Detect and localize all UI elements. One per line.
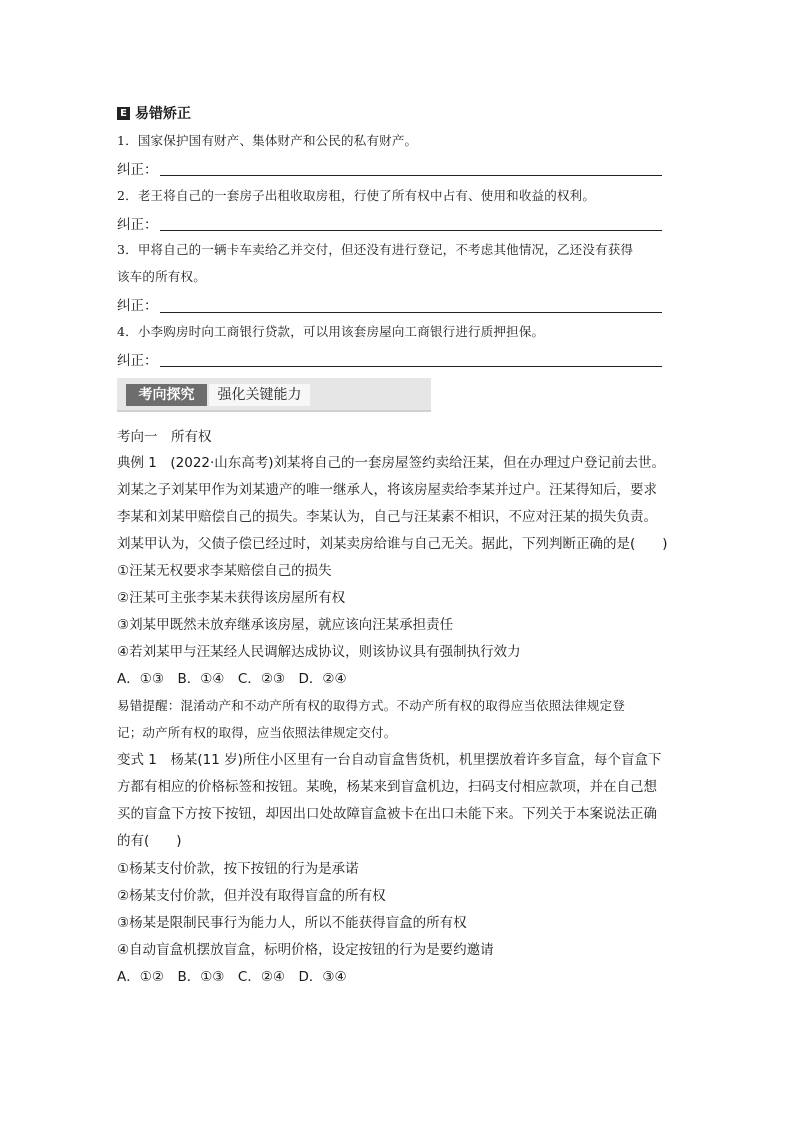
correction-label-2: 纠正： [117, 217, 158, 233]
correction-item-3-cont: 该车的所有权。 [117, 269, 206, 284]
error-correction-icon: E [117, 107, 130, 120]
topic-heading: 考向一 所有权 [117, 429, 212, 445]
error-tip-line-1: 易错提醒：混淆动产和不动产所有权的取得方式。不动产所有权的取得应当依照法律规定登 [117, 698, 626, 713]
correction-item-2: 2．老王将自己的一套房子出租收取房租，行使了所有权中占有、使用和收益的权利。 [117, 188, 596, 203]
example-line-3: 李某和刘某甲赔偿自己的损失。李某认为，自己与汪某素不相识，不应对汪某的损失负责。 [117, 509, 657, 525]
variant-option-4: ④自动盲盒机摆放盲盒，标明价格，设定按钮的行为是要约邀请 [117, 942, 494, 958]
variant-line-2: 方都有相应的价格标签和按钮。某晚，杨某来到盲盒机边，扫码支付相应款项，并在自己想 [117, 779, 657, 795]
example-option-4: ④若刘某甲与汪某经人民调解达成协议，则该协议具有强制执行效力 [117, 644, 521, 660]
example-answers: A．①③ B．①④ C．②③ D．②④ [117, 671, 347, 687]
correction-label-4: 纠正： [117, 353, 158, 369]
variant-option-3: ③杨某是限制民事行为能力人，所以不能获得盲盒的所有权 [117, 915, 467, 931]
example-line-2: 刘某之子刘某甲作为刘某遗产的唯一继承人，将该房屋卖给李某并过户。汪某得知后，要求 [117, 482, 657, 498]
banner-secondary: 强化关键能力 [209, 384, 310, 406]
variant-answers: A．①② B．①③ C．②④ D．③④ [117, 969, 347, 985]
example-line-4: 刘某甲认为，父债子偿已经过时，刘某卖房给谁与自己无关。据此，下列判断正确的是( ) [117, 536, 668, 552]
correction-item-4: 4．小李购房时向工商银行贷款，可以用该套房屋向工商银行进行质押担保。 [117, 324, 545, 339]
variant-line-4: 的有( ) [117, 833, 182, 849]
example-line-1: 典例 1 (2022·山东高考)刘某将自己的一套房屋签约卖给汪某，但在办理过户登记前去世。 [117, 455, 666, 471]
banner-shadow [117, 410, 431, 412]
variant-line-1: 变式 1 杨某(11 岁)所住小区里有一台自动盲盒售货机，机里摆放着许多盲盒，每个盲盒下 [117, 752, 662, 768]
correction-label-3: 纠正： [117, 298, 158, 314]
variant-option-1: ①杨某支付价款，按下按钮的行为是承诺 [117, 861, 359, 877]
example-option-3: ③刘某甲既然未放弃继承该房屋，就应该向汪某承担责任 [117, 617, 454, 633]
variant-line-3: 买的盲盒下方按下按钮，却因出口处故障盲盒被卡在出口未能下来。下列关于本案说法正确 [117, 806, 657, 822]
correction-label-1: 纠正： [117, 162, 158, 178]
answer-line-1 [160, 175, 662, 176]
correction-item-1: 1．国家保护国有财产、集体财产和公民的私有财产。 [117, 133, 418, 148]
banner-primary: 考向探究 [126, 384, 207, 406]
answer-line-4 [160, 366, 662, 367]
example-option-2: ②汪某可主张李某未获得该房屋所有权 [117, 590, 346, 606]
answer-line-3 [160, 312, 662, 313]
correction-item-3: 3．甲将自己的一辆卡车卖给乙并交付，但还没有进行登记，不考虑其他情况，乙还没有获得 [117, 242, 634, 257]
variant-option-2: ②杨某支付价款，但并没有取得盲盒的所有权 [117, 888, 386, 904]
section-title: 易错矫正 [135, 106, 191, 122]
example-option-1: ①汪某无权要求李某赔偿自己的损失 [117, 563, 332, 579]
error-tip-line-2: 记；动产所有权的取得，应当依照法律规定交付。 [117, 725, 397, 740]
answer-line-2 [160, 230, 662, 231]
